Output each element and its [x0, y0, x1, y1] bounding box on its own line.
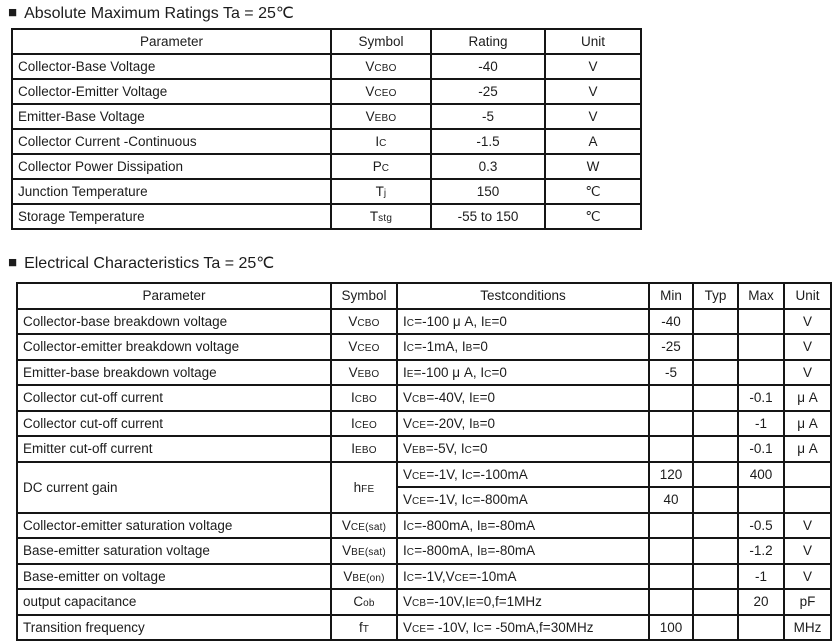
max-cell: 400: [738, 462, 784, 488]
max-cell: [738, 487, 784, 513]
min-cell: -25: [649, 334, 693, 360]
max-cell: [738, 334, 784, 360]
typ-cell: [693, 309, 738, 335]
unit-cell: μ A: [784, 411, 831, 437]
typ-cell: [693, 487, 738, 513]
typ-cell: [693, 462, 738, 488]
table-row: [17, 615, 831, 641]
min-cell: [649, 538, 693, 564]
param-cell: Transition frequency: [17, 615, 331, 641]
unit-cell: V: [784, 360, 831, 386]
max-cell: -0.1: [738, 436, 784, 462]
min-cell: [649, 411, 693, 437]
param-cell: Collector-base breakdown voltage: [17, 309, 331, 335]
table-row: [17, 360, 831, 386]
unit-cell: MHz: [784, 615, 831, 641]
table-header-row: [12, 29, 641, 54]
max-cell: -1: [738, 411, 784, 437]
cond-cell: IC=-100 μ A, IE=0: [397, 309, 649, 335]
rating-cell: -55 to 150: [431, 204, 545, 229]
col-header-parameter: Parameter: [12, 29, 331, 54]
cond-cell: VCE=-20V, IB=0: [397, 411, 649, 437]
cond-cell: VEB=-5V, IC=0: [397, 436, 649, 462]
section-bullet-icon: ■: [8, 253, 18, 271]
table-row: [17, 411, 831, 437]
min-cell: [649, 436, 693, 462]
unit-cell: A: [545, 129, 641, 154]
param-cell: Emitter-base breakdown voltage: [17, 360, 331, 386]
symbol-cell: VCE(sat): [331, 513, 397, 539]
param-cell: Storage Temperature: [12, 204, 331, 229]
unit-cell: μ A: [784, 436, 831, 462]
col-header-parameter: Parameter: [17, 283, 331, 309]
section-title-text: Absolute Maximum Ratings Ta = 25℃: [24, 5, 294, 22]
param-cell: Collector cut-off current: [17, 411, 331, 437]
max-cell: -1.2: [738, 538, 784, 564]
typ-cell: [693, 564, 738, 590]
typ-cell: [693, 411, 738, 437]
unit-cell: V: [784, 538, 831, 564]
symbol-cell: Tstg: [331, 204, 431, 229]
unit-cell: [784, 487, 831, 513]
param-cell: Collector-Emitter Voltage: [12, 79, 331, 104]
max-cell: -0.1: [738, 385, 784, 411]
rating-cell: 150: [431, 179, 545, 204]
max-cell: [738, 615, 784, 641]
table-row: [17, 513, 831, 539]
table-row: [17, 334, 831, 360]
cond-cell: VCE=-1V, IC=-800mA: [397, 487, 649, 513]
table-row: [17, 436, 831, 462]
unit-cell: pF: [784, 589, 831, 615]
symbol-cell: Tj: [331, 179, 431, 204]
table-row: [12, 204, 641, 229]
section-title-text: Electrical Characteristics Ta = 25℃: [24, 255, 275, 272]
section-bullet-icon: ■: [8, 3, 18, 21]
cond-cell: VCB=-10V,IE=0,f=1MHz: [397, 589, 649, 615]
param-cell: Collector cut-off current: [17, 385, 331, 411]
param-cell: Base-emitter saturation voltage: [17, 538, 331, 564]
symbol-cell: Cob: [331, 589, 397, 615]
unit-cell: μ A: [784, 385, 831, 411]
param-cell: Collector-emitter saturation voltage: [17, 513, 331, 539]
typ-cell: [693, 436, 738, 462]
table-row: [12, 104, 641, 129]
min-cell: [649, 385, 693, 411]
table-row: [17, 564, 831, 590]
typ-cell: [693, 334, 738, 360]
cond-cell: IC=-800mA, IB=-80mA: [397, 538, 649, 564]
unit-cell: V: [784, 334, 831, 360]
typ-cell: [693, 589, 738, 615]
table-row: [12, 54, 641, 79]
col-header-rating: Rating: [431, 29, 545, 54]
param-cell: Collector Current -Continuous: [12, 129, 331, 154]
col-header-unit: Unit: [545, 29, 641, 54]
param-cell: Emitter-Base Voltage: [12, 104, 331, 129]
typ-cell: [693, 360, 738, 386]
typ-cell: [693, 513, 738, 539]
param-cell: Junction Temperature: [12, 179, 331, 204]
param-cell: Collector Power Dissipation: [12, 154, 331, 179]
unit-cell: V: [545, 54, 641, 79]
table-row: [17, 589, 831, 615]
max-cell: -1: [738, 564, 784, 590]
typ-cell: [693, 615, 738, 641]
unit-cell: ℃: [545, 179, 641, 204]
abs-max-table: [11, 28, 642, 230]
symbol-cell: VCEO: [331, 334, 397, 360]
col-header-symbol: Symbol: [331, 283, 397, 309]
table-row: [12, 179, 641, 204]
cond-cell: VCE= -10V, IC= -50mA,f=30MHz: [397, 615, 649, 641]
min-cell: [649, 589, 693, 615]
unit-cell: V: [784, 309, 831, 335]
unit-cell: V: [545, 79, 641, 104]
table-row: [17, 462, 831, 488]
unit-cell: ℃: [545, 204, 641, 229]
col-header-unit: Unit: [784, 283, 831, 309]
param-cell: Emitter cut-off current: [17, 436, 331, 462]
symbol-cell: IC: [331, 129, 431, 154]
min-cell: -40: [649, 309, 693, 335]
electrical-table: [16, 282, 832, 641]
rating-cell: 0.3: [431, 154, 545, 179]
min-cell: [649, 513, 693, 539]
cond-cell: IE=-100 μ A, IC=0: [397, 360, 649, 386]
min-cell: 40: [649, 487, 693, 513]
typ-cell: [693, 385, 738, 411]
max-cell: [738, 360, 784, 386]
typ-cell: [693, 538, 738, 564]
col-header-min: Min: [649, 283, 693, 309]
col-header-max: Max: [738, 283, 784, 309]
cond-cell: IC=-1V,VCE=-10mA: [397, 564, 649, 590]
param-cell: DC current gain: [17, 462, 331, 513]
unit-cell: W: [545, 154, 641, 179]
symbol-cell: VBE(sat): [331, 538, 397, 564]
symbol-cell: fT: [331, 615, 397, 641]
max-cell: 20: [738, 589, 784, 615]
col-header-symbol: Symbol: [331, 29, 431, 54]
symbol-cell: ICBO: [331, 385, 397, 411]
param-cell: Collector-Base Voltage: [12, 54, 331, 79]
param-cell: Collector-emitter breakdown voltage: [17, 334, 331, 360]
cond-cell: VCE=-1V, IC=-100mA: [397, 462, 649, 488]
max-cell: [738, 309, 784, 335]
symbol-cell: hFE: [331, 462, 397, 513]
unit-cell: V: [784, 564, 831, 590]
table-row: [12, 79, 641, 104]
rating-cell: -40: [431, 54, 545, 79]
symbol-cell: VCBO: [331, 309, 397, 335]
param-cell: output capacitance: [17, 589, 331, 615]
min-cell: -5: [649, 360, 693, 386]
cond-cell: IC=-1mA, IB=0: [397, 334, 649, 360]
rating-cell: -5: [431, 104, 545, 129]
param-cell: Base-emitter on voltage: [17, 564, 331, 590]
table-header-row: [17, 283, 831, 309]
symbol-cell: VCBO: [331, 54, 431, 79]
table-row: [12, 129, 641, 154]
unit-cell: [784, 462, 831, 488]
min-cell: 100: [649, 615, 693, 641]
table-row: [17, 538, 831, 564]
symbol-cell: VEBO: [331, 360, 397, 386]
symbol-cell: PC: [331, 154, 431, 179]
symbol-cell: IEBO: [331, 436, 397, 462]
col-header-testconditions: Testconditions: [397, 283, 649, 309]
table-row: [17, 309, 831, 335]
symbol-cell: VEBO: [331, 104, 431, 129]
min-cell: 120: [649, 462, 693, 488]
symbol-cell: VBE(on): [331, 564, 397, 590]
cond-cell: VCB=-40V, IE=0: [397, 385, 649, 411]
unit-cell: V: [545, 104, 641, 129]
symbol-cell: ICEO: [331, 411, 397, 437]
rating-cell: -1.5: [431, 129, 545, 154]
col-header-typ: Typ: [693, 283, 738, 309]
max-cell: -0.5: [738, 513, 784, 539]
symbol-cell: VCEO: [331, 79, 431, 104]
table-row: [12, 154, 641, 179]
cond-cell: IC=-800mA, IB=-80mA: [397, 513, 649, 539]
unit-cell: V: [784, 513, 831, 539]
rating-cell: -25: [431, 79, 545, 104]
section-title-electrical: [8, 253, 274, 273]
min-cell: [649, 564, 693, 590]
section-title-abs-max: [8, 3, 294, 23]
table-row: [17, 385, 831, 411]
